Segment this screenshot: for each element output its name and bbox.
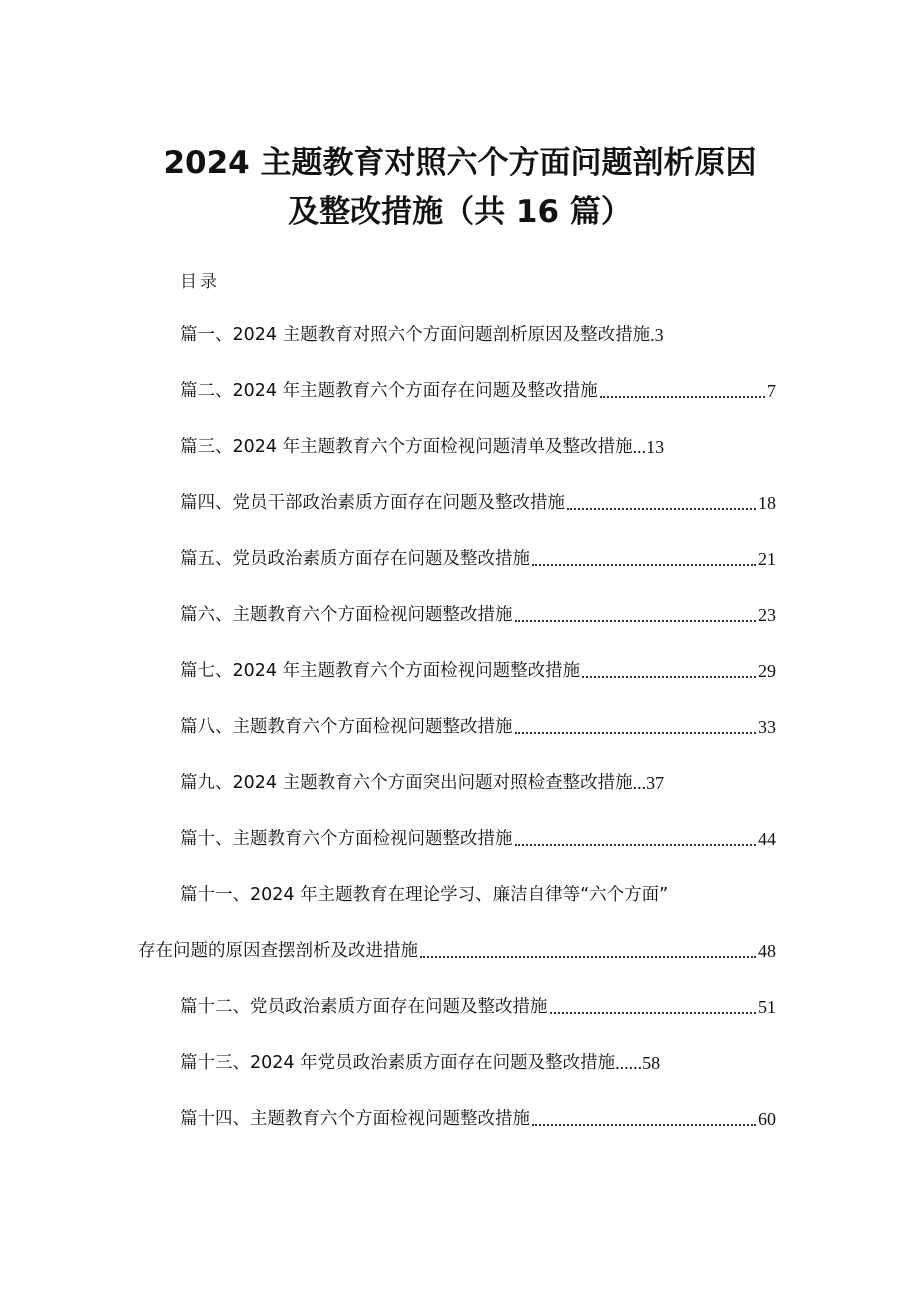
toc-entry-13[interactable] <box>180 1048 660 1078</box>
toc-entry-label: 篇九、2024 主题教育六个方面突出问题对照检查整改措施 <box>180 773 633 793</box>
toc-entry-label: 篇十、主题教育六个方面检视问题整改措施 <box>180 829 513 849</box>
toc-entry-12[interactable] <box>180 992 776 1022</box>
toc-entry-page: 33 <box>758 717 776 737</box>
toc-entry-label: 篇四、党员干部政治素质方面存在问题及整改措施 <box>180 493 565 513</box>
toc-entry-label: 篇十一、2024 年主题教育在理论学习、廉洁自律等“六个方面” <box>180 885 669 905</box>
dot-leader <box>420 956 756 958</box>
dot-leader <box>515 844 757 846</box>
toc-entry-6[interactable] <box>180 600 776 630</box>
toc-entry-14[interactable] <box>180 1104 776 1134</box>
dot-leader <box>600 396 765 398</box>
toc-entry-page: 18 <box>758 493 776 513</box>
toc-entry-label: 篇七、2024 年主题教育六个方面检视问题整改措施 <box>180 661 581 681</box>
toc-entry-label: 篇十二、党员政治素质方面存在问题及整改措施 <box>180 997 548 1017</box>
toc-entry-label: 篇十三、2024 年党员政治素质方面存在问题及整改措施 <box>180 1053 616 1073</box>
toc-entry-9[interactable] <box>180 768 664 798</box>
toc-entry-10[interactable] <box>180 824 776 854</box>
toc-entry-label: 篇六、主题教育六个方面检视问题整改措施 <box>180 605 513 625</box>
toc-entry-page: 7 <box>767 381 776 401</box>
toc-entry-1[interactable] <box>180 320 664 350</box>
toc-entry-label: 篇五、党员政治素质方面存在问题及整改措施 <box>180 549 530 569</box>
page-title-line-2: 及整改措施（共 16 篇） <box>288 194 632 230</box>
toc-entry-2[interactable] <box>180 376 776 406</box>
toc-entry-5[interactable] <box>180 544 776 574</box>
toc-entry-page: 29 <box>758 661 776 681</box>
toc-entry-7[interactable] <box>180 656 776 686</box>
dot-leader <box>515 732 757 734</box>
toc-heading: 目录 <box>180 272 220 292</box>
dot-leader <box>550 1012 757 1014</box>
toc-entry-page: ...37 <box>632 773 665 793</box>
toc-entry-page: ......58 <box>615 1053 661 1073</box>
toc-entry-page: ...13 <box>632 437 665 457</box>
toc-entry-label: 篇二、2024 年主题教育六个方面存在问题及整改措施 <box>180 381 598 401</box>
toc-entry-page: 60 <box>758 1109 776 1129</box>
toc-entry-label: 篇一、2024 主题教育对照六个方面问题剖析原因及整改措施 <box>180 325 651 345</box>
toc-entry-page: 51 <box>758 997 776 1017</box>
dot-leader <box>532 1124 756 1126</box>
dot-leader <box>515 620 757 622</box>
toc-entry-8[interactable] <box>180 712 776 742</box>
toc-entry-label: 存在问题的原因查摆剖析及改进措施 <box>138 941 418 961</box>
toc-entry-label: 篇十四、主题教育六个方面检视问题整改措施 <box>180 1109 530 1129</box>
toc-entry-label: 篇三、2024 年主题教育六个方面检视问题清单及整改措施 <box>180 437 633 457</box>
toc-entry-page: 48 <box>758 941 776 961</box>
toc-entry-label: 篇八、主题教育六个方面检视问题整改措施 <box>180 717 513 737</box>
toc-entry-3[interactable] <box>180 432 664 462</box>
toc-entry-page: 44 <box>758 829 776 849</box>
dot-leader <box>582 676 756 678</box>
toc-entry-11[interactable] <box>180 880 780 910</box>
toc-entry-4[interactable] <box>180 488 776 518</box>
toc-entry-page: 21 <box>758 549 776 569</box>
dot-leader <box>567 508 756 510</box>
toc-entry-page: .3 <box>650 325 664 345</box>
toc-entry-page: 23 <box>758 605 776 625</box>
page-title-line-1: 2024 主题教育对照六个方面问题剖析原因 <box>163 145 757 181</box>
dot-leader <box>532 564 756 566</box>
toc-entry-11-continued[interactable] <box>138 936 776 966</box>
